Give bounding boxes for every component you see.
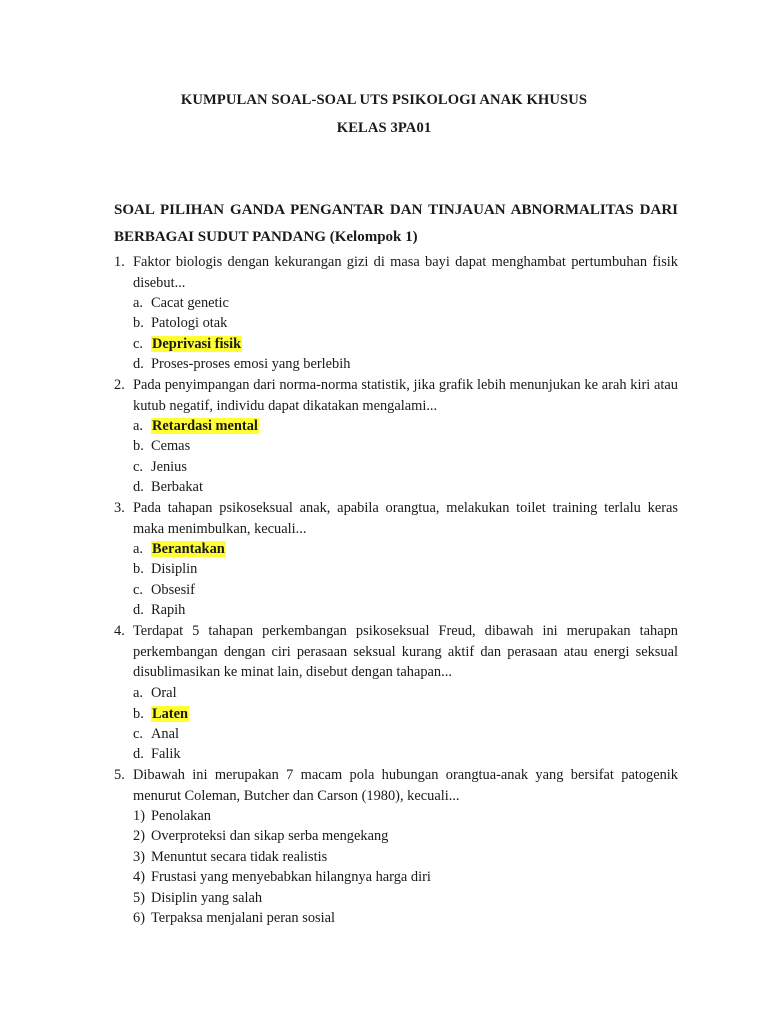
option-d (133, 744, 181, 765)
question-number: 1. (114, 254, 125, 270)
option-letter: c. (133, 336, 143, 352)
option-letter: d. (133, 602, 144, 618)
question-number: 4. (114, 623, 125, 639)
list-number: 3) (133, 849, 145, 865)
list-text: Penolakan (151, 808, 211, 824)
option-letter: b. (133, 315, 144, 331)
option-text: Berbakat (151, 479, 203, 495)
question-4 (114, 621, 678, 683)
option-text: Disiplin (151, 561, 198, 577)
question-text: Pada tahapan psikoseksual anak, apabila orangtua, melakukan toilet training terlalu keras maka menimbulkan, kecuali... (133, 500, 678, 537)
option-text: Patologi otak (151, 315, 228, 331)
option-d (133, 477, 203, 498)
option-a (133, 293, 229, 314)
option-letter: d. (133, 479, 144, 495)
option-letter: b. (133, 561, 144, 577)
list-text: Frustasi yang menyebabkan hilangnya harga diri (151, 869, 431, 885)
option-letter: c. (133, 459, 143, 475)
option-c (133, 580, 195, 601)
option-a-answer (133, 539, 226, 560)
option-letter: a. (133, 295, 143, 311)
question-5 (114, 765, 678, 806)
list-number: 1) (133, 808, 145, 824)
option-text: Falik (151, 746, 181, 762)
option-letter: d. (133, 746, 144, 762)
list-text: Disiplin yang salah (151, 890, 263, 906)
option-b (133, 313, 227, 334)
option-b-answer (133, 704, 189, 725)
option-text: Obsesif (151, 582, 195, 598)
highlighted-answer: Retardasi mental (152, 418, 258, 434)
option-letter: b. (133, 706, 144, 722)
list-item (133, 826, 388, 847)
option-letter: a. (133, 418, 143, 434)
option-text: Cacat genetic (151, 295, 229, 311)
option-b (133, 436, 190, 457)
option-letter: b. (133, 438, 144, 454)
question-number: 3. (114, 500, 125, 516)
list-number: 6) (133, 910, 145, 926)
list-number: 4) (133, 869, 145, 885)
option-d (133, 354, 350, 375)
option-text: Anal (151, 726, 179, 742)
question-1 (114, 252, 678, 293)
option-text: Jenius (151, 459, 187, 475)
option-letter: a. (133, 685, 143, 701)
question-number: 5. (114, 767, 125, 783)
section-title-line-2: BERBAGAI SUDUT PANDANG (Kelompok 1) (114, 229, 418, 245)
question-number: 2. (114, 377, 125, 393)
question-text: Pada penyimpangan dari norma-norma statistik, jika grafik lebih menunjukan ke arah kiri atau kutub negatif, individu dapat dikatakan mengalami... (133, 377, 678, 414)
option-letter: d. (133, 356, 144, 372)
option-letter: a. (133, 541, 143, 557)
list-item (133, 806, 211, 827)
class-label: KELAS 3PA01 (336, 120, 432, 136)
option-text: Rapih (151, 602, 186, 618)
highlighted-answer: Deprivasi fisik (152, 336, 242, 352)
question-text: Faktor biologis dengan kekurangan gizi di masa bayi dapat menghambat pertumbuhan fisik disebut... (133, 254, 678, 291)
list-text: Terpaksa menjalani peran sosial (151, 910, 335, 926)
option-text: Proses-proses emosi yang berlebih (151, 356, 351, 372)
list-text: Menuntut secara tidak realistis (151, 849, 328, 865)
option-c (133, 724, 179, 745)
list-number: 2) (133, 828, 145, 844)
highlighted-answer: Laten (152, 706, 188, 722)
question-text: Terdapat 5 tahapan perkembangan psikoseksual Freud, dibawah ini merupakan tahapn perkembangan dengan ciri perasaan seksual kurang aktif dan perasaan atau energi seksual disublimasikan ke minat lain, disebut dengan tahapan... (133, 623, 678, 680)
list-text: Overproteksi dan sikap serba mengekang (151, 828, 389, 844)
list-number: 5) (133, 890, 145, 906)
option-a (133, 683, 177, 704)
list-item (133, 847, 327, 868)
document-title: KUMPULAN SOAL-SOAL UTS PSIKOLOGI ANAK KHUSUS (180, 92, 588, 108)
list-item (133, 888, 262, 909)
option-letter: c. (133, 726, 143, 742)
list-item (133, 908, 335, 929)
section-title-line-1: SOAL PILIHAN GANDA PENGANTAR DAN TINJAUAN ABNORMALITAS DARI (114, 202, 678, 218)
option-text: Cemas (151, 438, 191, 454)
option-a-answer (133, 416, 259, 437)
question-2 (114, 375, 678, 416)
question-text: Dibawah ini merupakan 7 macam pola hubungan orangtua-anak yang bersifat patogenik menurut Coleman, Butcher dan Carson (1980), kecuali... (133, 767, 678, 804)
question-3 (114, 498, 678, 539)
option-b (133, 559, 197, 580)
option-c-answer (133, 334, 242, 355)
highlighted-answer: Berantakan (152, 541, 225, 557)
list-item (133, 867, 431, 888)
option-d (133, 600, 185, 621)
option-c (133, 457, 187, 478)
option-letter: c. (133, 582, 143, 598)
option-text: Oral (151, 685, 177, 701)
